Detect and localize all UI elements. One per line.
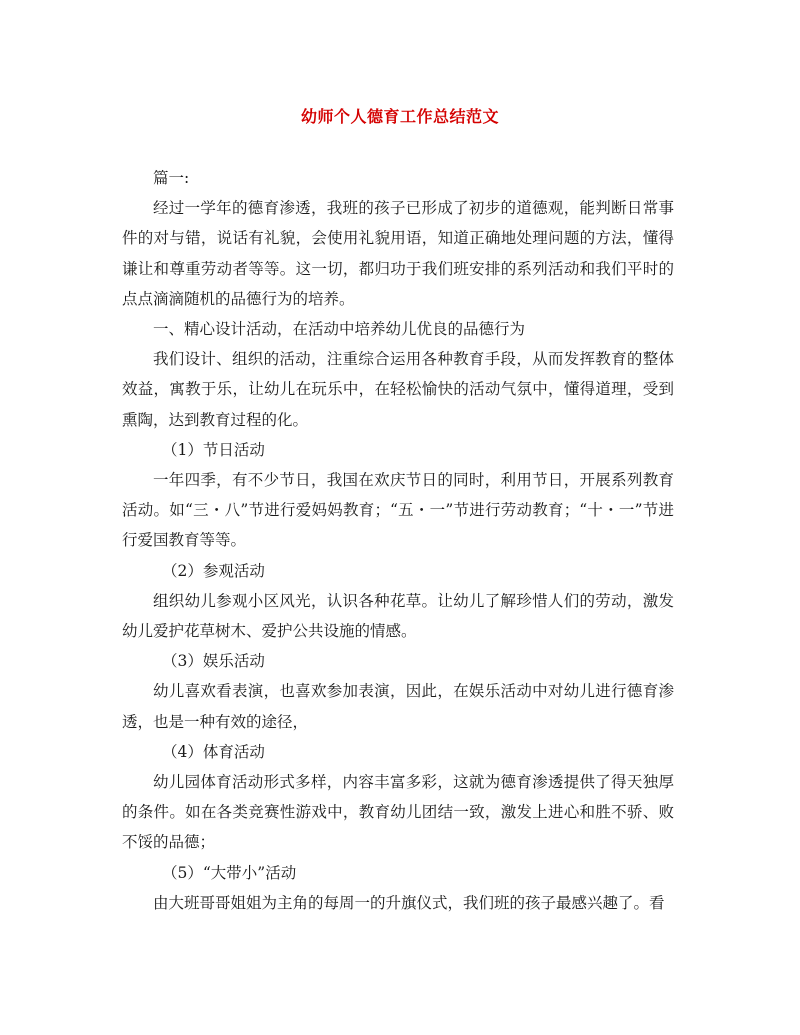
section-heading-part-one: 篇一: xyxy=(153,169,190,187)
intro-paragraph: 经过一学年的德育渗透，我班的孩子已形成了初步的道德观，能判断日常事件的对与错，说话有礼貌，会使用礼貌用语，知道正确地处理问题的方法，懂得谦让和尊重劳动者等等。这一切，都归功于我们班安排的系列活动和我们平时的点点滴滴随机的品德行为的培养。 xyxy=(122,199,674,308)
subheading-entertainment: （3）娱乐活动 xyxy=(162,652,265,671)
activities-paragraph: 我们设计、组织的活动，注重综合运用各种教育手段，从而发挥教育的整体效益，寓教于乐，让幼儿在玩乐中，在轻松愉快的活动气氛中，懂得道理，受到熏陶，达到教育过程的化。 xyxy=(122,350,674,429)
subheading-big-with-small: （5）“大带小”活动 xyxy=(162,863,297,882)
visit-paragraph: 组织幼儿参观小区风光，认识各种花草。让幼儿了解珍惜人们的劳动，激发幼儿爱护花草树木、爱护公共设施的情感。 xyxy=(122,591,674,641)
sports-paragraph: 幼儿园体育活动形式多样，内容丰富多彩，这就为德育渗透提供了得天独厚的条件。如在各类竞赛性游戏中，教育幼儿团结一致，激发上进心和胜不骄、败不馁的品德； xyxy=(122,773,674,852)
big-with-small-paragraph: 由大班哥哥姐姐为主角的每周一的升旗仪式，我们班的孩子最感兴趣了。看 xyxy=(153,893,665,912)
document-body xyxy=(122,163,674,918)
entertainment-paragraph: 幼儿喜欢看表演，也喜欢参加表演，因此，在娱乐活动中对幼儿进行德育渗透，也是一种有效的途径， xyxy=(122,682,674,731)
subheading-sports: （4）体育活动 xyxy=(162,742,265,761)
festival-paragraph: 一年四季，有不少节日，我国在欢庆节日的同时，利用节日，开展系列教育活动。如“三・八”节进行爱妈妈教育；“五・一”节进行劳动教育；“十・一”节进行爱国教育等等。 xyxy=(122,471,674,550)
subheading-festival: （1）节日活动 xyxy=(162,440,265,459)
document-title: 幼师个人德育工作总结范文 xyxy=(300,107,499,126)
subheading-visit: （2）参观活动 xyxy=(162,561,265,580)
section-heading-activities: 一、精心设计活动，在活动中培养幼儿优良的品德行为 xyxy=(153,320,526,339)
